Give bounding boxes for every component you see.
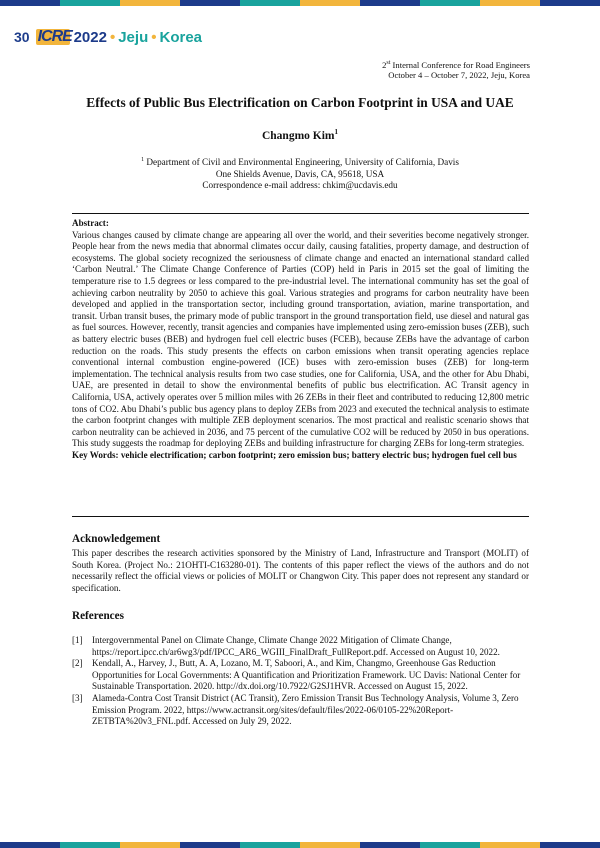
conference-year: 2022	[73, 28, 107, 46]
abstract-bottom-rule	[72, 516, 529, 517]
correspondence-email: Correspondence e-mail address: chkim@ucdavis.edu	[202, 180, 398, 191]
author: Changmo Kim$^1$	[261, 128, 339, 142]
reference-item: [2] Kendall, A., Harvey, J., Butt, A. A, Lozano, M. T, Saboori, A., and Kim, Changmo, Greenhouse Gas Reduction Opportunities for Local Governments: A Quantification and Prioritization Framework. UC Davis: National Center for Sustainable Transportation. 2020. http://dx.doi.org/10.7922/G2SJ1HVR. Accessed on August 15, 2022.	[72, 658, 521, 692]
page-number: 30	[14, 29, 30, 45]
conference-logo	[36, 27, 70, 47]
author-name: Changmo Kim	[261, 129, 335, 142]
abstract-top-rule	[72, 213, 529, 214]
abstract	[72, 218, 529, 461]
reference-list	[72, 635, 529, 728]
references-heading: References	[72, 610, 124, 622]
acknowledgement-body: This paper describes the research activities sponsored by the Ministry of Land, Infrastructure and Transport (MOLIT) of South Korea. (Project No.: 21OHTI-C163280-01). The contents of this paper reflect the views of the authors and do not necessarily reflect the official views or policies of MOLIT or Changwon City. This paper does not represent any standard or specification.	[72, 548, 529, 594]
conference-tag: 2022 • Jeju • Korea	[73, 28, 203, 46]
paper-title: Effects of Public Bus Electrification on Carbon Footprint in USA and UAE	[86, 95, 514, 110]
page-header	[14, 26, 202, 48]
affiliation: Department of Civil and Environmental Engineering, University of California, Davis	[144, 157, 459, 168]
affiliation-block: $^1$ Department of Civil and Environmental Engineering, University of California, Davis One Shields Avenue, Davis, CA, 95618, USA Correspondence e-mail address: chkim@ucdavis.edu	[0, 155, 600, 192]
conference-dates: October 4 – October 7, 2022, Jeju, Korea	[388, 70, 530, 81]
keywords: Key Words: vehicle electrification; carbon footprint; zero emission bus; battery electric bus; hydrogen fuel cell bus	[72, 449, 517, 460]
reference-item: [3] Alameda-Contra Cost Transit District (AC Transit), Zero Emission Transit Bus Technology Analysis, Volume 3, Zero Emission Program. 2022, https://www.actransit.org/sites/default/files/2022-06/0105-22%20Report-ZETBTA%20v3_FNL.pdf. Accessed on July 29, 2022.	[72, 692, 519, 727]
abstract-heading: Abstract:	[72, 218, 109, 228]
reference-item: [1] Intergovernmental Panel on Climate Change, Climate Change 2022 Mitigation of Climate Change, https://report.ipcc.ch/ar6wg3/pdf/IPCC_AR6_WGIII_FinalDraft_FullReport.pdf. Accessed on August 10, 2022.	[72, 635, 500, 657]
bottom-color-stripe	[0, 842, 600, 848]
conference-info: 2st Internal Conference for Road Engineers October 4 – October 7, 2022, Jeju, Korea	[382, 59, 530, 81]
acknowledgement-heading: Acknowledgement	[72, 533, 161, 545]
conference-city: Jeju	[118, 28, 149, 46]
address: One Shields Avenue, Davis, CA, 95618, USA	[215, 168, 385, 179]
conference-name: Internal Conference for Road Engineers	[390, 59, 530, 70]
top-color-stripe	[0, 0, 600, 6]
logo-text: ICRE	[37, 28, 72, 45]
conference-country: Korea	[159, 28, 203, 46]
abstract-body: Various changes caused by climate change are appearing all over the world, and their severities become negatively stronger. People hear from the news media that abnormal climates occur daily, causing fatalities, property damage, and destruction of ecosystems. The global society recognized the seriousness of climate change and enacted an international standard called ‘Carbon Neutral.’ The Climate Change Conference of Parties (COP) held in Paris in 2015 set the goal of limiting the temperature rise to 1.5 degrees or less compared to the pre-industrial level. The international community has set the goal of achieving carbon neutrality by 2050 to achieve this goal. Various strategies and programs for carbon neutrality have been developed and applied in the transportation sector, including ground transportation, aviation, marine transportation, and transit. Urban transit buses, the primary mode of public transport in the ground transportation field, use diesel and natural gas as fuel sources. However, recently, transit agencies and companies have implemented using zero-emission buses (ZEB), such as battery electric buses (BEB) and hydrogen fuel cell electric buses (FCEB), because ZEBs have the advantage of carbon reduction on the roads. This study presents the effects on carbon emissions when transit operating agencies replace conventional internal combustion engine-powered (ICE) buses with zero-emission buses (ZEB) for long-term implementation. The technical analysis results from two case studies, one for California, USA, and the other for Abu Dhabi, UAE, are presented in detail to show the environmental benefits of public bus electrification. AC Transit agency in California, USA, actively operates over 5 million miles with 26 ZEBs in their fleet and contributed to reducing 12,800 metric tons of CO2. Abu Dhabi’s public bus agency plans to deploy ZEBs from 2023 and executed the technical analysis to estimate the carbon footprint changes with multiple ZEB deployment scenarios. The most practical and realistic scenario shows that carbon neutrality can be achieved in 2036, and 75 percent of the cumulative CO2 will be reduced by 2050 in bus operations. This study suggests the roadmap for deploying ZEBs and building infrastructure for charging ZEBs for long-term strategies.	[72, 229, 529, 449]
